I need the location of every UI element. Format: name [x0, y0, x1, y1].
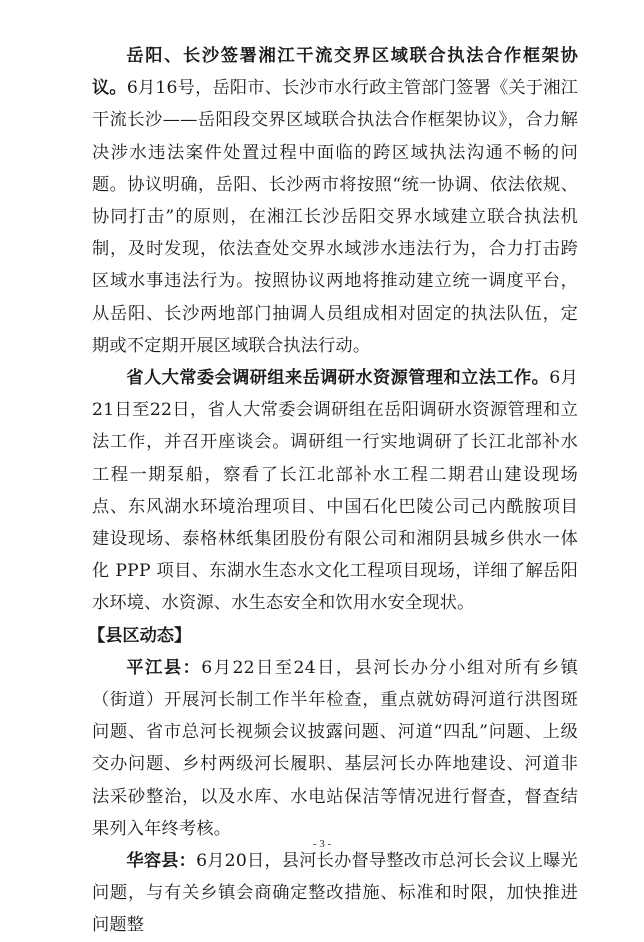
county-item-body: 6月22日至24日，县河长办分小组对所有乡镇（街道）开展河长制工作半年检查，重点就妨碍河道行洪图斑问题、省市总河长视频会议披露问题、河道“四乱”问题、上级交办问题、乡村两级河长履职、基层河长办阵地建设、河道非法采砂整治，以及水库、水电站保洁等情况进行督查，督查结果列入年终考核。	[92, 657, 578, 839]
paragraph-body: 6月21日至22日，省人大常委会调研组在岳阳调研水资源管理和立法工作，并召开座谈会。调研组一行实地调研了长江北部补水工程一期泵船，察看了长江北部补水工程二期君山建设现场点、东风湖水环境治理项目、中国石化巴陵公司己内酰胺项目建设现场、泰格林纸集团股份有限公司和湘阴县城乡供水一体化 PPP 项目、东湖水生态水文化工程项目现场，详细了解岳阳水环境、水资源、水生态安全和饮用水安全现状。	[92, 368, 578, 614]
section-heading-county-news: 【县区动态】	[88, 625, 192, 646]
county-item-body: 6月20日，县河长办督导整改市总河长会议上曝光问题，与有关乡镇会商确定整改措施、标准和时限，加快推进问题整	[92, 851, 578, 936]
county-item-pingjiang	[92, 652, 578, 845]
county-name: 华容县：	[126, 851, 197, 872]
county-name: 平江县：	[126, 657, 202, 678]
page-number: - 3 -	[312, 838, 332, 850]
document-page	[88, 40, 578, 942]
news-paragraph-yueyang-changsha-agreement	[92, 40, 578, 362]
paragraph-lead-title: 省人大常委会调研组来岳调研水资源管理和立法工作。	[126, 368, 550, 389]
news-paragraph-npc-research	[92, 362, 578, 620]
paragraph-body: 6月16号，岳阳市、长沙市水行政主管部门签署《关于湘江干流长沙——岳阳段交界区域联合执法合作框架协议》，合力解决涉水违法案件处置过程中面临的跨区域执法沟通不畅的问题。协议明确，岳阳、长沙两市将按照“统一协调、依法依规、协同打击”的原则，在湘江长沙岳阳交界水域建立联合执法机制，及时发现，依法查处交界水域涉水违法行为，合力打击跨区域水事违法行为。按照协议两地将推动建立统一调度平台，从岳阳、长沙两地部门抽调人员组成相对固定的执法队伍，定期或不定期开展区域联合执法行动。	[92, 78, 578, 356]
county-item-huarong	[92, 845, 578, 942]
paragraph-lead-title: 岳阳、长沙签署湘江干流交界区域联合执法合作框架协议。	[92, 46, 578, 99]
